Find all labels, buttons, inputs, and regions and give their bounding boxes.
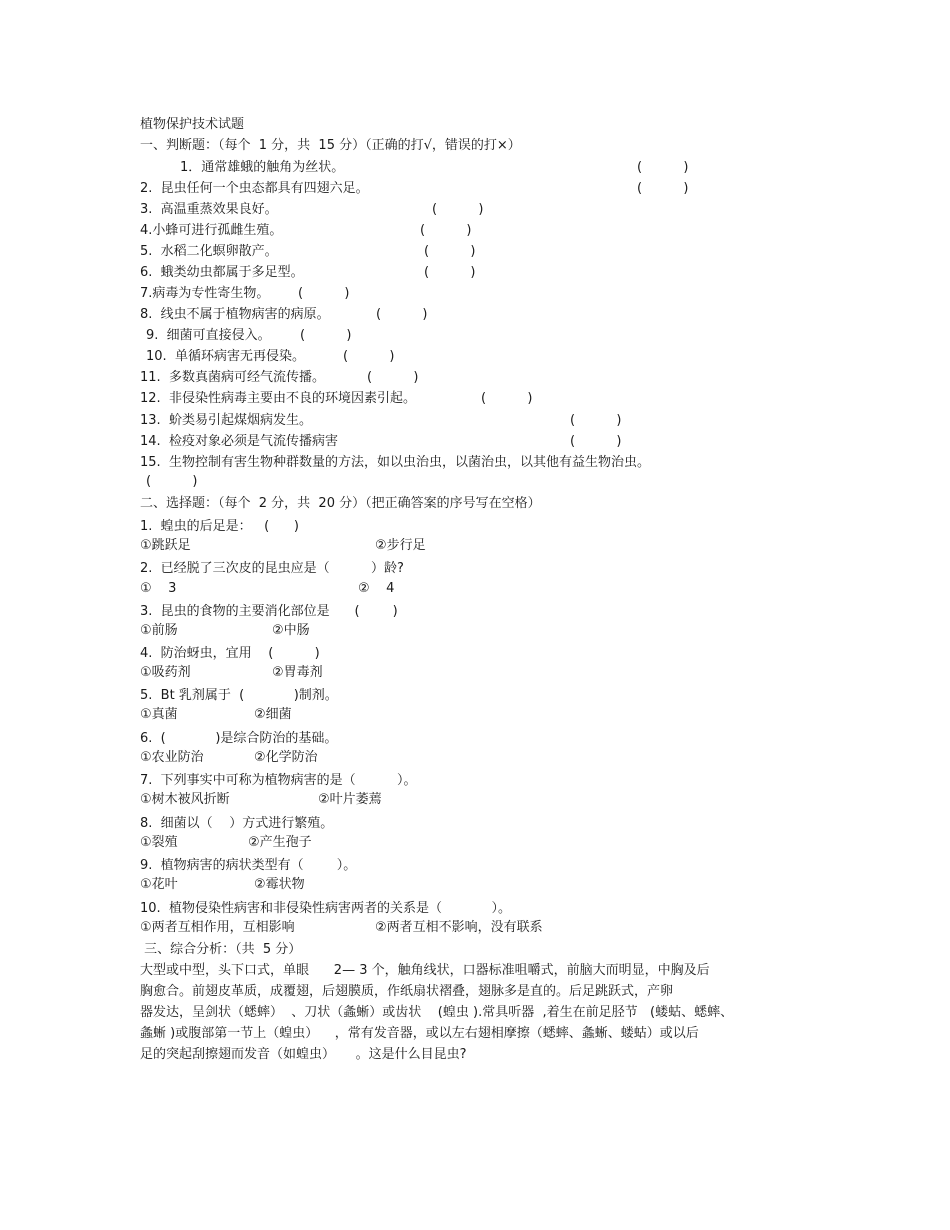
choice-option-b: ②两者互相不影响，没有联系 xyxy=(375,920,543,935)
judge-question: 1．通常雄蛾的触角为丝状。 xyxy=(180,160,345,175)
judge-question: 10. 单循环病害无再侵染。 xyxy=(146,349,305,364)
answer-paren: ( ) xyxy=(367,370,419,385)
answer-paren: ( ) xyxy=(376,307,428,322)
choice-option-b: ②步行足 xyxy=(375,538,426,553)
answer-paren: ( ) xyxy=(424,265,476,280)
choice-question: 7. 下列事实中可称为植物病害的是（ ）。 xyxy=(140,773,417,788)
choice-question: 8. 细菌以（ ）方式进行繁殖。 xyxy=(140,816,334,831)
judge-question: 12. 非侵染性病毒主要由不良的环境因素引起。 xyxy=(140,391,416,406)
choice-option-a: ① 3 xyxy=(140,581,177,596)
judge-question: 2. 昆虫任何一个虫态都具有四翅六足。 xyxy=(140,181,369,196)
judge-question: 5. 水稻二化螟卵散产。 xyxy=(140,244,278,259)
choice-option-a: ①前肠 xyxy=(140,623,178,638)
analysis-paragraph-line: 器发达，呈剑状（蟋蟀） 、刀状（螽蜥）或齿状 (蝗虫 ).常具听器 ,着生在前足胫节 (蝼蛄、蟋蟀、 xyxy=(140,1005,734,1020)
analysis-paragraph-line: 胸愈合。前翅皮革质，成覆翅，后翅膜质，作纸扇状褶叠，翅脉多是直的。后足跳跃式，产卵 xyxy=(140,984,674,999)
choice-option-a: ①农业防治 xyxy=(140,750,204,765)
section1-header: 一、判断题：（每个 1 分，共 15 分）（正确的打√，错误的打×） xyxy=(140,138,521,153)
answer-paren: ( ) xyxy=(146,474,198,489)
answer-paren: ( ) xyxy=(300,328,352,343)
answer-paren: ( ) xyxy=(432,202,484,217)
answer-paren: ( ) xyxy=(343,349,395,364)
choice-option-b: ②叶片萎蔫 xyxy=(318,792,382,807)
judge-question: 4.小蜂可进行孤雌生殖。 xyxy=(140,223,283,238)
choice-option-b: ②胃毒剂 xyxy=(272,665,323,680)
choice-question: 1. 蝗虫的后足是： ( ) xyxy=(140,519,300,534)
choice-option-b: ②霉状物 xyxy=(254,877,305,892)
choice-question: 2. 已经脱了三次皮的昆虫应是（ ）龄? xyxy=(140,561,404,576)
section3-header: 三、综合分析：（共 5 分） xyxy=(140,942,302,957)
choice-option-a: ①跳跃足 xyxy=(140,538,191,553)
choice-option-b: ②中肠 xyxy=(272,623,310,638)
judge-question: 8. 线虫不属于植物病害的病原。 xyxy=(140,307,330,322)
judge-question: 3. 高温重蒸效果良好。 xyxy=(140,202,278,217)
choice-option-b: ②细菌 xyxy=(254,707,292,722)
answer-paren: ( ) xyxy=(637,181,689,196)
document-title: 植物保护技术试题 xyxy=(140,117,245,132)
choice-option-b: ②产生孢子 xyxy=(248,835,312,850)
answer-paren: ( ) xyxy=(570,434,622,449)
answer-paren: ( ) xyxy=(637,160,689,175)
choice-option-a: ①花叶 xyxy=(140,877,178,892)
section2-header: 二、选择题：（每个 2 分，共 20 分）（把正确答案的序号写在空格） xyxy=(140,496,541,511)
judge-question: 14. 检疫对象必须是气流传播病害 xyxy=(140,434,338,449)
answer-paren: ( ) xyxy=(420,223,472,238)
analysis-paragraph-line: 大型或中型，头下口式，单眼 2— 3 个，触角线状，口器标准咀嚼式，前脑大而明显，中胸及后 xyxy=(140,963,710,978)
choice-option-a: ①裂殖 xyxy=(140,835,178,850)
judge-question: 15. 生物控制有害生物种群数量的方法，如以虫治虫，以菌治虫，以其他有益生物治虫。 xyxy=(140,455,650,470)
answer-paren: ( ) xyxy=(298,286,350,301)
choice-question: 3. 昆虫的食物的主要消化部位是 ( ) xyxy=(140,604,398,619)
judge-question: 11. 多数真菌病可经气流传播。 xyxy=(140,370,325,385)
answer-paren: ( ) xyxy=(481,391,533,406)
judge-question: 13. 蚧类易引起煤烟病发生。 xyxy=(140,413,312,428)
choice-option-b: ②化学防治 xyxy=(254,750,318,765)
choice-question: 10. 植物侵染性病害和非侵染性病害两者的关系是（ ）。 xyxy=(140,901,512,916)
answer-paren: ( ) xyxy=(424,244,476,259)
choice-question: 5. Bt 乳剂属于 ( )制剂。 xyxy=(140,688,338,703)
choice-question: 4. 防治蚜虫，宜用 ( ) xyxy=(140,646,320,661)
judge-question: 7.病毒为专性寄生物。 xyxy=(140,286,270,301)
judge-question: 6. 蛾类幼虫都属于多足型。 xyxy=(140,265,304,280)
choice-option-a: ①两者互相作用，互相影响 xyxy=(140,920,295,935)
choice-option-b: ② 4 xyxy=(358,581,395,596)
choice-option-a: ①树木被风折断 xyxy=(140,792,230,807)
choice-question: 6. ( )是综合防治的基础。 xyxy=(140,731,338,746)
choice-question: 9. 植物病害的病状类型有（ ）。 xyxy=(140,858,357,873)
judge-question: 9. 细菌可直接侵入。 xyxy=(146,328,271,343)
answer-paren: ( ) xyxy=(570,413,622,428)
analysis-paragraph-line: 足的突起刮擦翅而发音（如蝗虫） 。这是什么目昆虫? xyxy=(140,1047,467,1062)
analysis-paragraph-line: 螽蜥 )或腹部第一节上（蝗虫） ，常有发音器，或以左右翅相摩擦（蟋蟀、螽蜥、蝼蛄）或以后 xyxy=(140,1026,699,1041)
choice-option-a: ①吸药剂 xyxy=(140,665,191,680)
choice-option-a: ①真菌 xyxy=(140,707,178,722)
